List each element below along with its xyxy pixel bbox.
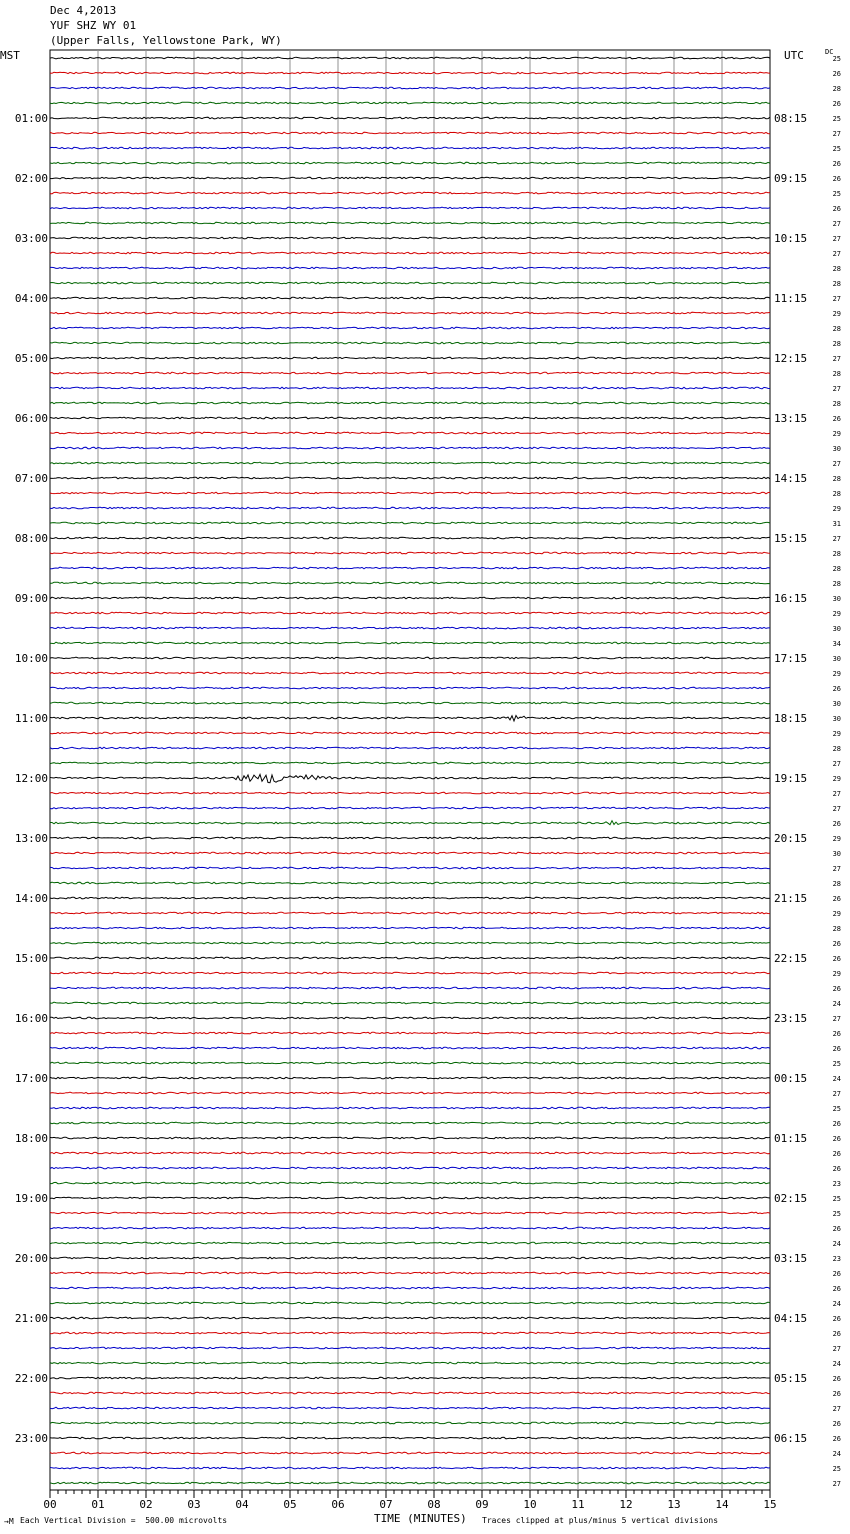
dc-value: 29: [832, 730, 841, 738]
trace-line: [50, 1302, 770, 1304]
trace-line: [50, 1107, 770, 1109]
corner-mark: →M: [4, 1517, 14, 1526]
x-tick-label: 01: [91, 1498, 105, 1511]
trace-line: [50, 432, 770, 434]
dc-value: 27: [832, 1090, 841, 1098]
mst-hour-label: 07:00: [14, 472, 48, 485]
mst-hour-label: 02:00: [14, 172, 48, 185]
dc-value: 26: [832, 1030, 841, 1038]
trace-line: [50, 1407, 770, 1409]
dc-value: 29: [832, 775, 841, 783]
dc-value: 25: [832, 1060, 841, 1068]
trace-line: [50, 716, 770, 722]
dc-value: 28: [832, 85, 841, 93]
dc-value: 26: [832, 685, 841, 693]
dc-value: 25: [832, 1210, 841, 1218]
mst-label: MST: [0, 49, 20, 62]
dc-value: 27: [832, 865, 841, 873]
trace-line: [50, 972, 770, 974]
utc-hour-label: 18:15: [774, 712, 808, 725]
trace-line: [50, 1122, 770, 1124]
mst-hour-label: 23:00: [14, 1432, 48, 1445]
dc-value: 26: [832, 1225, 841, 1233]
dc-value: 27: [832, 1480, 841, 1488]
dc-value: 24: [832, 1360, 841, 1368]
trace-line: [50, 282, 770, 284]
trace-line: [50, 552, 770, 554]
dc-value: 24: [832, 1240, 841, 1248]
trace-line: [50, 897, 770, 899]
mst-hour-label: 20:00: [14, 1252, 48, 1265]
trace-line: [50, 1092, 770, 1094]
dc-value: 27: [832, 805, 841, 813]
mst-hour-label: 05:00: [14, 352, 48, 365]
trace-line: [50, 627, 770, 629]
trace-line: [50, 1362, 770, 1364]
dc-value: 30: [832, 715, 841, 723]
dc-value: 26: [832, 1285, 841, 1293]
dc-value: 27: [832, 130, 841, 138]
mst-hour-label: 14:00: [14, 892, 48, 905]
trace-line: [50, 1437, 770, 1439]
utc-hour-label: 11:15: [774, 292, 808, 305]
x-tick-label: 15: [763, 1498, 777, 1511]
utc-hour-label: 00:15: [774, 1072, 808, 1085]
trace-line: [50, 927, 770, 929]
dc-value: 26: [832, 1165, 841, 1173]
dc-value: 30: [832, 700, 841, 708]
dc-value: 26: [832, 955, 841, 963]
dc-value: 24: [832, 1075, 841, 1083]
trace-line: [50, 462, 770, 464]
utc-hour-label: 06:15: [774, 1432, 808, 1445]
utc-hour-label: 02:15: [774, 1192, 808, 1205]
x-tick-label: 11: [571, 1498, 585, 1511]
clip-note: Traces clipped at plus/minus 5 vertical divisions: [482, 1516, 719, 1525]
trace-line: [50, 192, 770, 194]
dc-value: 25: [832, 1195, 841, 1203]
utc-hour-label: 13:15: [774, 412, 808, 425]
dc-value: 26: [832, 1375, 841, 1383]
trace-line: [50, 447, 770, 449]
dc-value: 28: [832, 925, 841, 933]
dc-value: 26: [832, 895, 841, 903]
dc-value: 27: [832, 385, 841, 393]
mst-hour-label: 08:00: [14, 532, 48, 545]
station-location: (Upper Falls, Yellowstone Park, WY): [50, 34, 282, 47]
scale-note: Each Vertical Division = 500.00 microvolts: [20, 1516, 228, 1525]
dc-value: 34: [832, 640, 841, 648]
trace-line: [50, 732, 770, 734]
mst-hour-label: 01:00: [14, 112, 48, 125]
trace-line: [50, 1182, 770, 1184]
trace-line: [50, 957, 770, 959]
utc-hour-label: 16:15: [774, 592, 808, 605]
trace-line: [50, 1017, 770, 1019]
dc-value: 28: [832, 340, 841, 348]
utc-hour-label: 22:15: [774, 952, 808, 965]
dc-value: 26: [832, 415, 841, 423]
x-tick-label: 04: [235, 1498, 249, 1511]
trace-line: [50, 102, 770, 104]
dc-value: 28: [832, 745, 841, 753]
trace-line: [50, 1452, 770, 1454]
trace-line: [50, 597, 770, 599]
utc-hour-label: 14:15: [774, 472, 808, 485]
dc-value: 28: [832, 880, 841, 888]
dc-value: 25: [832, 1105, 841, 1113]
trace-line: [50, 312, 770, 314]
trace-line: [50, 837, 770, 839]
utc-hour-label: 10:15: [774, 232, 808, 245]
trace-line: [50, 612, 770, 614]
x-tick-label: 05: [283, 1498, 297, 1511]
dc-value: 26: [832, 160, 841, 168]
trace-line: [50, 1377, 770, 1379]
dc-value: 27: [832, 1405, 841, 1413]
trace-line: [50, 1077, 770, 1079]
dc-label: DC: [825, 48, 834, 56]
mst-hour-label: 18:00: [14, 1132, 48, 1145]
dc-value: 26: [832, 1120, 841, 1128]
dc-value: 28: [832, 550, 841, 558]
dc-value: 27: [832, 220, 841, 228]
dc-value: 27: [832, 1015, 841, 1023]
trace-line: [50, 762, 770, 764]
trace-line: [50, 1002, 770, 1004]
trace-line: [50, 1287, 770, 1289]
dc-value: 27: [832, 1345, 841, 1353]
dc-value: 29: [832, 970, 841, 978]
mst-hour-label: 19:00: [14, 1192, 48, 1205]
dc-value: 26: [832, 1420, 841, 1428]
dc-value: 31: [832, 520, 841, 528]
mst-hour-label: 15:00: [14, 952, 48, 965]
trace-line: [50, 402, 770, 404]
utc-hour-label: 01:15: [774, 1132, 808, 1145]
trace-line: [50, 1317, 770, 1319]
utc-hour-label: 05:15: [774, 1372, 808, 1385]
x-tick-label: 08: [427, 1498, 441, 1511]
trace-line: [50, 267, 770, 269]
x-tick-label: 06: [331, 1498, 345, 1511]
dc-value: 24: [832, 1000, 841, 1008]
trace-line: [50, 237, 770, 239]
mst-hour-label: 06:00: [14, 412, 48, 425]
trace-line: [50, 642, 770, 644]
dc-value: 29: [832, 505, 841, 513]
dc-value: 28: [832, 325, 841, 333]
mst-hour-label: 09:00: [14, 592, 48, 605]
trace-line: [50, 1482, 770, 1484]
dc-value: 25: [832, 115, 841, 123]
utc-hour-label: 19:15: [774, 772, 808, 785]
utc-hour-label: 23:15: [774, 1012, 808, 1025]
dc-value: 30: [832, 850, 841, 858]
dc-value: 23: [832, 1255, 841, 1263]
trace-line: [50, 87, 770, 89]
trace-line: [50, 177, 770, 179]
dc-value: 24: [832, 1300, 841, 1308]
dc-value: 26: [832, 205, 841, 213]
trace-line: [50, 942, 770, 944]
trace-line: [50, 774, 770, 782]
dc-value: 24: [832, 1450, 841, 1458]
x-tick-label: 09: [475, 1498, 489, 1511]
dc-value: 26: [832, 1270, 841, 1278]
trace-line: [50, 702, 770, 704]
dc-value: 28: [832, 370, 841, 378]
x-tick-label: 00: [43, 1498, 57, 1511]
trace-line: [50, 357, 770, 359]
trace-line: [50, 1167, 770, 1169]
trace-line: [50, 672, 770, 674]
dc-value: 27: [832, 460, 841, 468]
utc-hour-label: 03:15: [774, 1252, 808, 1265]
trace-line: [50, 342, 770, 344]
dc-value: 27: [832, 535, 841, 543]
trace-line: [50, 657, 770, 659]
dc-value: 26: [832, 100, 841, 108]
trace-line: [50, 372, 770, 374]
x-axis-title: TIME (MINUTES): [374, 1512, 467, 1525]
trace-line: [50, 1212, 770, 1214]
utc-label: UTC: [784, 49, 804, 62]
dc-value: 26: [832, 175, 841, 183]
trace-line: [50, 867, 770, 869]
dc-value: 29: [832, 310, 841, 318]
mst-hour-label: 16:00: [14, 1012, 48, 1025]
trace-line: [50, 117, 770, 119]
trace-line: [50, 147, 770, 149]
mst-hour-label: 21:00: [14, 1312, 48, 1325]
dc-value: 26: [832, 1435, 841, 1443]
trace-line: [50, 492, 770, 494]
trace-line: [50, 912, 770, 914]
trace-line: [50, 417, 770, 419]
trace-line: [50, 57, 770, 59]
trace-line: [50, 252, 770, 254]
trace-line: [50, 582, 770, 584]
dc-value: 28: [832, 265, 841, 273]
dc-value: 28: [832, 400, 841, 408]
trace-line: [50, 1242, 770, 1244]
dc-value: 29: [832, 910, 841, 918]
trace-line: [50, 1137, 770, 1139]
mst-hour-label: 12:00: [14, 772, 48, 785]
trace-line: [50, 1347, 770, 1349]
trace-line: [50, 387, 770, 389]
dc-value: 29: [832, 430, 841, 438]
dc-value: 26: [832, 1150, 841, 1158]
dc-value: 27: [832, 250, 841, 258]
dc-value: 27: [832, 760, 841, 768]
dc-value: 30: [832, 655, 841, 663]
mst-hour-label: 10:00: [14, 652, 48, 665]
trace-line: [50, 1062, 770, 1064]
mst-hour-label: 04:00: [14, 292, 48, 305]
trace-line: [50, 687, 770, 689]
trace-line: [50, 1047, 770, 1049]
utc-hour-label: 09:15: [774, 172, 808, 185]
dc-value: 30: [832, 595, 841, 603]
dc-value: 26: [832, 940, 841, 948]
trace-line: [50, 1152, 770, 1154]
trace-line: [50, 567, 770, 569]
dc-value: 23: [832, 1180, 841, 1188]
dc-value: 25: [832, 190, 841, 198]
dc-value: 25: [832, 145, 841, 153]
utc-hour-label: 15:15: [774, 532, 808, 545]
trace-line: [50, 132, 770, 134]
dc-value: 27: [832, 790, 841, 798]
trace-line: [50, 1467, 770, 1469]
dc-value: 26: [832, 1330, 841, 1338]
trace-line: [50, 1272, 770, 1274]
trace-line: [50, 1422, 770, 1424]
mst-hour-label: 03:00: [14, 232, 48, 245]
utc-hour-label: 21:15: [774, 892, 808, 905]
utc-hour-label: 08:15: [774, 112, 808, 125]
trace-line: [50, 222, 770, 224]
dc-value: 30: [832, 625, 841, 633]
trace-line: [50, 207, 770, 209]
trace-line: [50, 72, 770, 74]
dc-value: 27: [832, 295, 841, 303]
dc-value: 26: [832, 820, 841, 828]
x-tick-label: 07: [379, 1498, 393, 1511]
trace-line: [50, 1032, 770, 1034]
x-tick-label: 02: [139, 1498, 153, 1511]
utc-hour-label: 17:15: [774, 652, 808, 665]
dc-value: 26: [832, 985, 841, 993]
mst-hour-label: 22:00: [14, 1372, 48, 1385]
dc-value: 26: [832, 1315, 841, 1323]
trace-line: [50, 162, 770, 164]
dc-value: 29: [832, 610, 841, 618]
dc-value: 27: [832, 355, 841, 363]
dc-value: 29: [832, 670, 841, 678]
dc-value: 26: [832, 1135, 841, 1143]
dc-value: 28: [832, 580, 841, 588]
trace-line: [50, 327, 770, 329]
utc-hour-label: 20:15: [774, 832, 808, 845]
dc-value: 27: [832, 235, 841, 243]
station-code: YUF SHZ WY 01: [50, 19, 137, 32]
trace-line: [50, 477, 770, 479]
dc-value: 26: [832, 70, 841, 78]
x-tick-label: 03: [187, 1498, 201, 1511]
trace-line: [50, 747, 770, 749]
trace-line: [50, 852, 770, 854]
dc-value: 26: [832, 1045, 841, 1053]
mst-hour-label: 11:00: [14, 712, 48, 725]
utc-hour-label: 04:15: [774, 1312, 808, 1325]
trace-line: [50, 507, 770, 509]
x-tick-label: 12: [619, 1498, 633, 1511]
dc-value: 28: [832, 280, 841, 288]
dc-value: 28: [832, 490, 841, 498]
trace-line: [50, 1227, 770, 1229]
trace-line: [50, 1257, 770, 1259]
dc-value: 26: [832, 1390, 841, 1398]
dc-value: 29: [832, 835, 841, 843]
trace-line: [50, 807, 770, 809]
utc-hour-label: 12:15: [774, 352, 808, 365]
dc-value: 28: [832, 475, 841, 483]
trace-line: [50, 821, 770, 825]
trace-line: [50, 1332, 770, 1334]
plot-date: Dec 4,2013: [50, 4, 117, 17]
trace-line: [50, 522, 770, 524]
trace-line: [50, 297, 770, 299]
trace-line: [50, 1197, 770, 1199]
dc-value: 30: [832, 445, 841, 453]
trace-line: [50, 987, 770, 989]
trace-line: [50, 537, 770, 539]
trace-line: [50, 1392, 770, 1394]
dc-value: 28: [832, 565, 841, 573]
trace-line: [50, 792, 770, 794]
mst-hour-label: 13:00: [14, 832, 48, 845]
dc-value: 25: [832, 1465, 841, 1473]
x-tick-label: 14: [715, 1498, 729, 1511]
dc-value: 25: [832, 55, 841, 63]
x-tick-label: 13: [667, 1498, 681, 1511]
x-tick-label: 10: [523, 1498, 537, 1511]
trace-line: [50, 882, 770, 884]
mst-hour-label: 17:00: [14, 1072, 48, 1085]
